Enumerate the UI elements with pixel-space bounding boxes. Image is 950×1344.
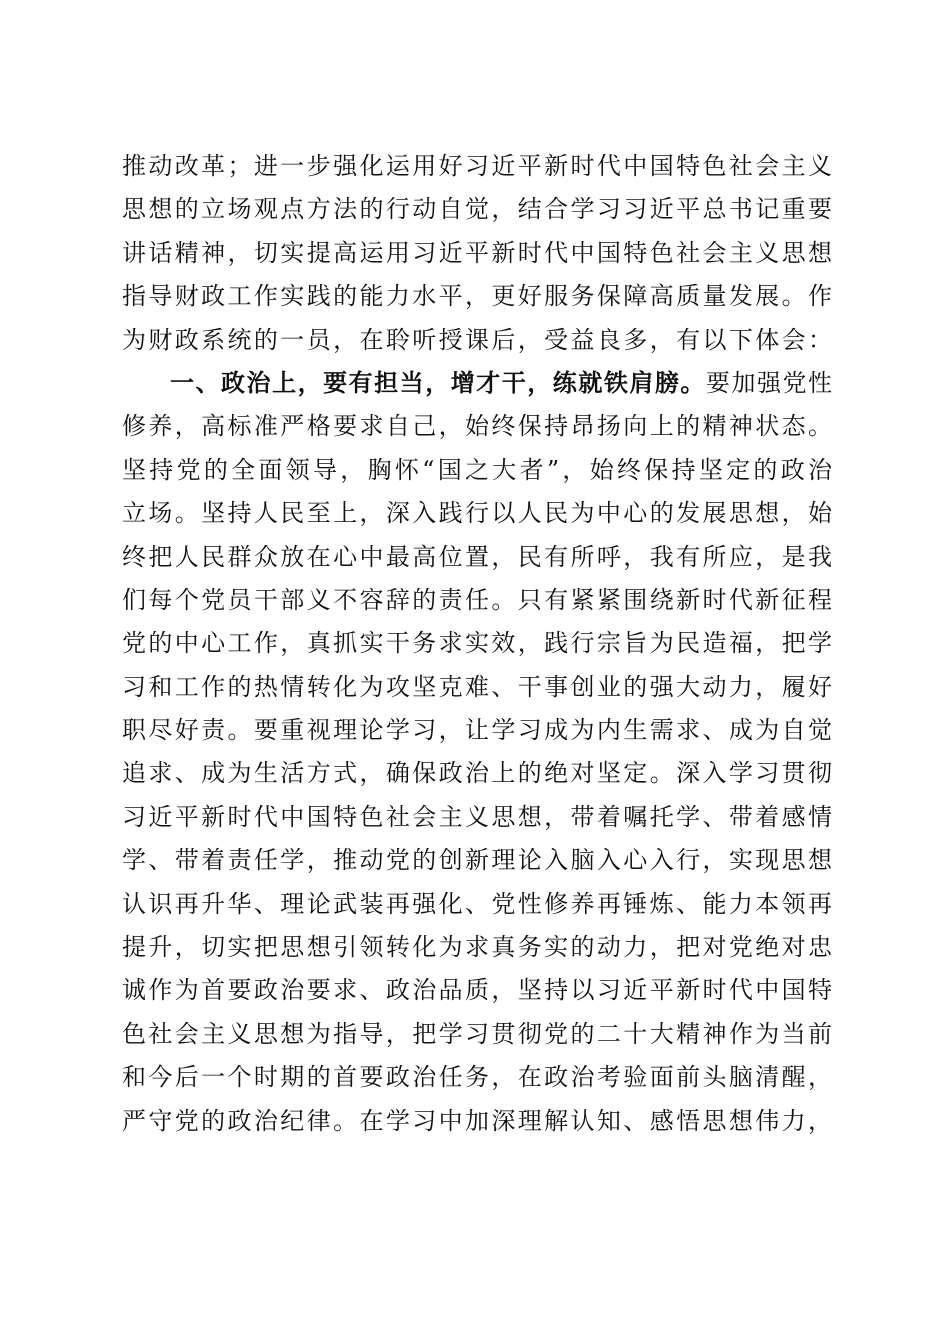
text-line: 习和工作的热情转化为攻坚克难、干事创业的强大动力，履好 [122, 672, 832, 701]
section-heading: 一、政治上，要有担当，增才干，练就铁肩膀。 [170, 368, 706, 397]
text-line: 认识再升华、理论武装再强化、党性修养再锤炼、能力本领再 [122, 889, 832, 918]
text-line: 提升，切实把思想引领转化为求真务实的动力，把对党绝对忠 [122, 933, 832, 962]
text-line: 色社会主义思想为指导，把学习贯彻党的二十大精神作为当前 [122, 1019, 832, 1048]
text-line: 坚持党的全面领导，胸怀“国之大者”，始终保持坚定的政治 [122, 455, 832, 484]
text-line: 们每个党员干部义不容辞的责任。只有紧紧围绕新时代新征程 [122, 585, 832, 614]
text-line: 和今后一个时期的首要政治任务，在政治考验面前头脑清醒， [122, 1063, 832, 1092]
text-line: 职尽好责。要重视理论学习，让学习成为内生需求、成为自觉 [122, 716, 832, 745]
text-line: 党的中心工作，真抓实干务求实效，践行宗旨为民造福，把学 [122, 629, 832, 658]
text-line: 指导财政工作实践的能力水平，更好服务保障高质量发展。作 [122, 282, 832, 311]
text-line: 修养，高标准严格要求自己，始终保持昂扬向上的精神状态。 [122, 412, 832, 441]
text-line: 为财政系统的一员，在聆听授课后，受益良多，有以下体会： [122, 325, 832, 354]
text-line: 讲话精神，切实提高运用习近平新时代中国特色社会主义思想 [122, 238, 832, 267]
section-heading-line [122, 362, 832, 405]
body-text [122, 145, 832, 1143]
text-line: 推动改革；进一步强化运用好习近平新时代中国特色社会主义 [122, 152, 832, 180]
text-line: 学、带着责任学，推动党的创新理论入脑入心入行，实现思想 [122, 846, 832, 875]
text-line: 终把人民群众放在心中最高位置，民有所呼，我有所应，是我 [122, 542, 832, 571]
text-fragment: 要加强党性 [705, 368, 833, 397]
text-line: 追求、成为生活方式，确保政治上的绝对坚定。深入学习贯彻 [122, 759, 832, 788]
text-line: 诚作为首要政治要求、政治品质，坚持以习近平新时代中国特 [122, 976, 832, 1005]
text-line: 立场。坚持人民至上，深入践行以人民为中心的发展思想，始 [122, 499, 832, 528]
text-line: 习近平新时代中国特色社会主义思想，带着嘱托学、带着感情 [122, 802, 832, 831]
text-line: 严守党的政治纪律。在学习中加深理解认知、感悟思想伟力， [122, 1106, 832, 1135]
text-line: 思想的立场观点方法的行动自觉，结合学习习近平总书记重要 [122, 195, 832, 224]
